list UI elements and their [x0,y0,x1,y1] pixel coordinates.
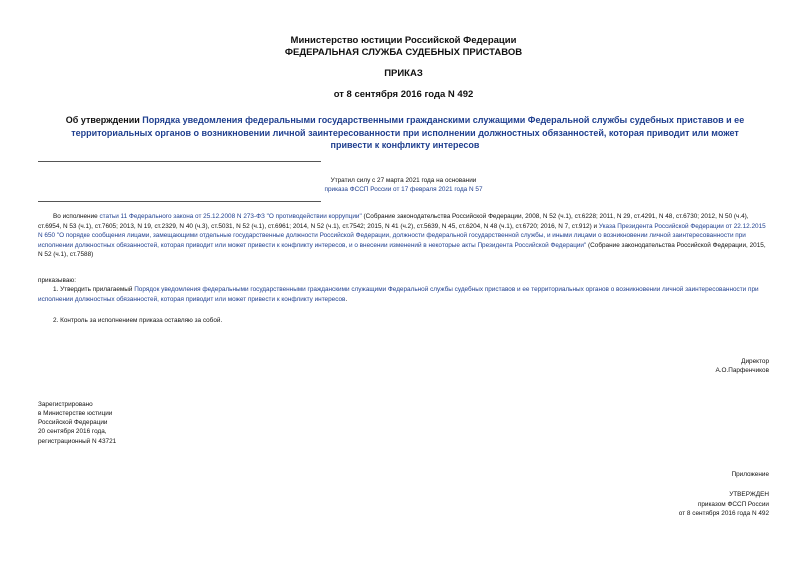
doc-date-number: от 8 сентября 2016 года N 492 [333,89,474,100]
procedure-link[interactable]: Порядок уведомления федеральными государственными гражданскими служащими Федеральной службы судебных приставов и ее территориальных органов о возникновении личной заинтересованности при исполнении должностных обязанностей, которая приводит или может привести к конфликту интересов [38,286,759,303]
approved-date: от 8 сентября 2016 года N 492 [678,510,769,517]
registration-line-4: 20 сентября 2016 года, [38,428,107,435]
order-item-2: 2. Контроль за исполнением приказа оставляю за собой. [53,317,223,324]
divider-top [38,161,321,162]
ministry-name: Министерство юстиции Российской Федерации [290,35,517,46]
registration-line-3: Российской Федерации [38,419,108,426]
approved-label: УТВЕРЖДЕН [729,491,769,498]
preamble-text-3: (Собрание законодательства Российской Федерации, 2015, N 52 (ч.1), ст.7588) [38,241,766,259]
title-prefix: Об утверждении [65,115,143,125]
signature-position: Директор [741,358,769,365]
approved-by: приказом ФССП России [697,501,769,508]
status-note-link-wrap [0,185,807,195]
registration-line-1: Зарегистрировано [38,401,93,408]
registration-line-2: в Министерстве юстиции [38,410,113,417]
document-title [60,114,750,152]
item1-suffix: . [345,295,348,303]
order-word: приказываю: [38,277,76,284]
service-name: ФЕДЕРАЛЬНАЯ СЛУЖБА СУДЕБНЫХ ПРИСТАВОВ [284,47,523,58]
law-link[interactable]: статьи 11 Федерального закона от 25.12.2008 N 273-ФЗ "О противодействии коррупции" [99,213,362,220]
item1-prefix: 1. Утвердить прилагаемый [53,286,135,293]
repeal-order-link[interactable]: приказа ФССП России от 17 февраля 2021 года N 57 [324,186,483,193]
doc-type: ПРИКАЗ [384,68,423,79]
appendix-label: Приложение [731,471,769,478]
title-link[interactable]: Порядка уведомления федеральными государственными гражданскими служащими Федеральной службы судебных приставов и ее территориальных органов о возникновении личной заинтересованности при исполнении должностных обязанностей, которая приводит или может привести к конфликту интересов [71,115,745,150]
divider-bottom [38,201,321,202]
preamble-text-1: Во исполнение [53,213,100,220]
preamble-text-2: (Собрание законодательства Российской Федерации, 2008, N 52 (ч.1), ст.6228; 2011, N 29, ст.4291, N 48, ст.6730; 2012, N 50 (ч.4), ст.6954, N 53 (ч.1), ст.7605; 2013, N 19, ст.2329, N 40 (ч.3), ст.5031, N 52 (ч.1), ст.6961; 2014, N 52 (ч.1), ст.7542; 2015, N 41 (ч.2), ст.5639, N 45, ст.6204, N 48 (ч.1), ст.6720; 2016, N 7, ст.912) и [38,213,749,230]
status-note-line: Утратил силу с 27 марта 2021 года на основании [330,177,477,184]
order-item-1 [38,285,769,304]
registration-line-5: регистрационный N 43721 [38,438,117,445]
signature-name: А.О.Парфенчиков [715,367,769,374]
preamble-paragraph [38,212,769,260]
decree-link[interactable]: Указа Президента Российской Федерации от 22.12.2015 N 650 "О порядке сообщения лицами, замещающими отдельные государственные должности Российской Федерации, должности федеральной государственной службы, и иными лицами о возникновении личной заинтересованности при исполнении должностных обязанностей, которая приводит или может привести к конфликту интересов, и о внесении изменений в некоторые акты Президента Российской Федерации" [38,222,766,249]
